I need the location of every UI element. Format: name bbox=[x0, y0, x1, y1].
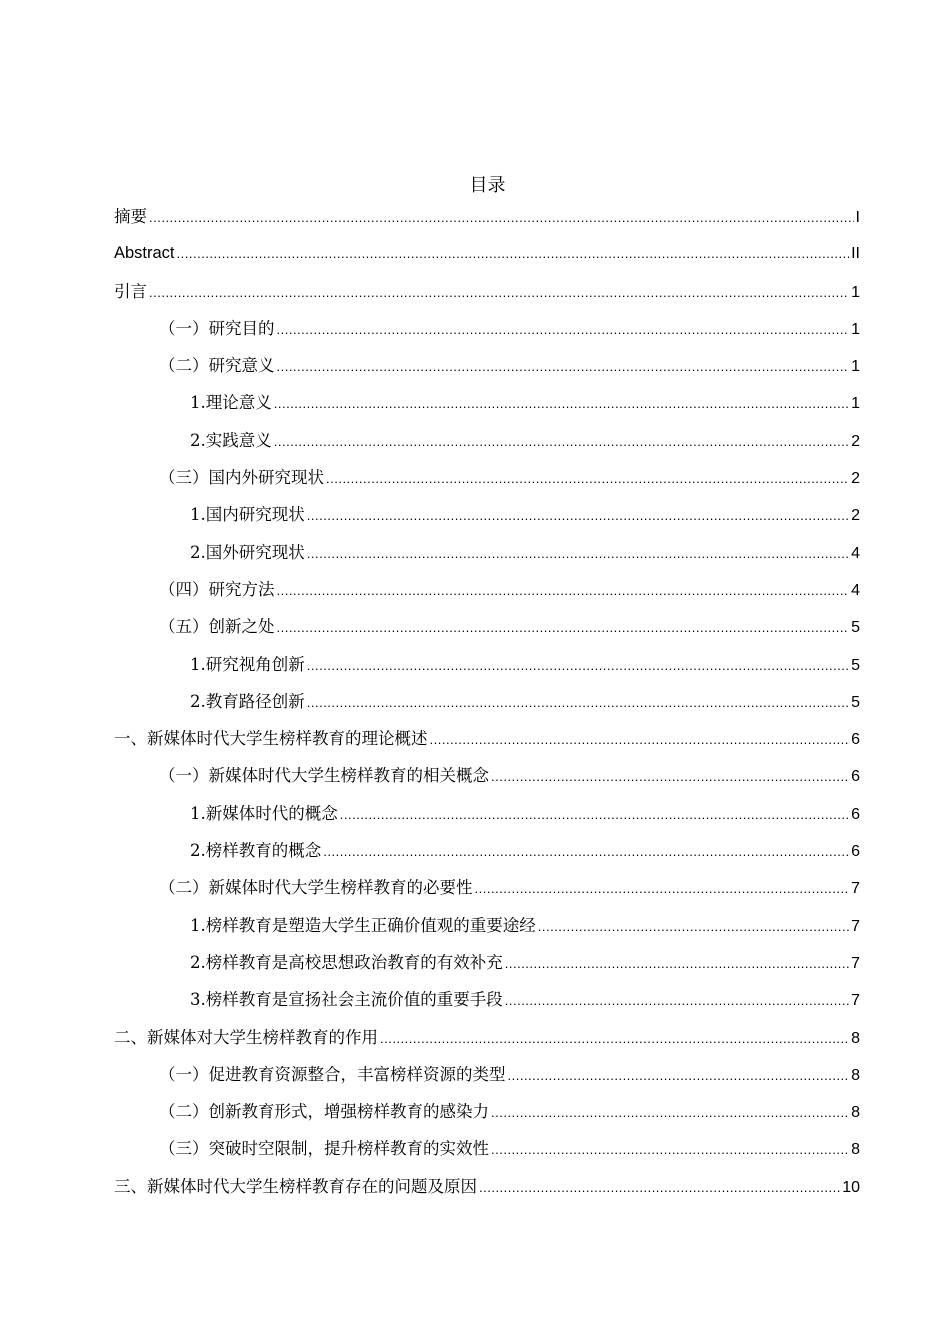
dot-leader bbox=[323, 833, 849, 870]
toc-entry[interactable] bbox=[114, 646, 860, 683]
dot-leader bbox=[277, 311, 850, 348]
dot-leader bbox=[274, 423, 849, 460]
toc-entry-page-number: 6 bbox=[851, 731, 860, 749]
toc-entry-page-number: 8 bbox=[851, 1104, 860, 1122]
toc-entry[interactable] bbox=[114, 720, 860, 757]
toc-entry[interactable] bbox=[114, 384, 860, 421]
toc-entry-text: 一、新媒体时代大学生榜样教育的理论概述 bbox=[114, 729, 428, 749]
toc-entry-page-number: 10 bbox=[842, 1178, 860, 1196]
toc-entry[interactable] bbox=[114, 757, 860, 794]
toc-entry-text: （二）创新教育形式，增强榜样教育的感染力 bbox=[159, 1102, 489, 1122]
toc-entry-page-number: 6 bbox=[851, 768, 860, 786]
dot-leader bbox=[491, 758, 849, 795]
toc-entry-text: 1.研究视角创新 bbox=[190, 654, 305, 674]
toc-entry[interactable] bbox=[114, 832, 860, 869]
dot-leader bbox=[277, 609, 850, 646]
toc-entry-text: （一）促进教育资源整合，丰富榜样资源的类型 bbox=[159, 1064, 506, 1084]
dot-leader bbox=[491, 1131, 849, 1168]
dot-leader bbox=[274, 385, 849, 422]
toc-entry[interactable] bbox=[114, 422, 860, 459]
toc-entry-page-number: 6 bbox=[851, 843, 860, 861]
dot-leader bbox=[505, 945, 849, 982]
toc-entry-page-number: 5 bbox=[851, 693, 860, 711]
toc-entry[interactable] bbox=[114, 869, 860, 906]
dot-leader bbox=[307, 535, 849, 572]
toc-entry[interactable] bbox=[114, 795, 860, 832]
toc-entry-page-number: 2 bbox=[851, 432, 860, 450]
toc-entry-page-number: 1 bbox=[851, 358, 860, 376]
dot-leader bbox=[430, 721, 850, 758]
toc-entry[interactable] bbox=[114, 944, 860, 981]
toc-entry[interactable] bbox=[114, 907, 860, 944]
dot-leader bbox=[307, 497, 849, 534]
toc-entry-text: 1.国内研究现状 bbox=[190, 505, 305, 525]
toc-entry-page-number: 7 bbox=[851, 992, 860, 1010]
toc-entry-text: （五）创新之处 bbox=[159, 617, 275, 637]
toc-entry[interactable] bbox=[114, 235, 860, 272]
dot-leader bbox=[307, 684, 849, 721]
toc-entry-page-number: 8 bbox=[851, 1029, 860, 1047]
toc-entry[interactable] bbox=[114, 571, 860, 608]
toc-entry-page-number: 5 bbox=[851, 619, 860, 637]
toc-entry-text: 三、新媒体时代大学生榜样教育存在的问题及原因 bbox=[114, 1176, 477, 1196]
toc-entry-page-number: 8 bbox=[851, 1141, 860, 1159]
toc-entry[interactable] bbox=[114, 1168, 860, 1205]
dot-leader bbox=[475, 870, 850, 907]
dot-leader bbox=[340, 796, 849, 833]
dot-leader bbox=[505, 982, 849, 1019]
toc-entry-text: （三）突破时空限制，提升榜样教育的实效性 bbox=[159, 1139, 489, 1159]
toc-entry-text: 引言 bbox=[114, 281, 147, 301]
dot-leader bbox=[177, 235, 850, 272]
toc-entry-text: 2.榜样教育是高校思想政治教育的有效补充 bbox=[190, 952, 503, 972]
toc-entry[interactable] bbox=[114, 683, 860, 720]
toc-entry-text: 2.榜样教育的概念 bbox=[190, 841, 322, 861]
toc-entry[interactable] bbox=[114, 1093, 860, 1130]
toc-entry-text: 1.新媒体时代的概念 bbox=[190, 803, 338, 823]
toc-entry[interactable] bbox=[114, 459, 860, 496]
toc-entry[interactable] bbox=[114, 273, 860, 310]
toc-entry-page-number: 1 bbox=[851, 283, 860, 301]
dot-leader bbox=[380, 1020, 849, 1057]
toc-entry-text: （二）新媒体时代大学生榜样教育的必要性 bbox=[159, 878, 473, 898]
toc-entry-text: （一）新媒体时代大学生榜样教育的相关概念 bbox=[159, 766, 489, 786]
dot-leader bbox=[149, 199, 854, 236]
toc-entry[interactable] bbox=[114, 608, 860, 645]
dot-leader bbox=[149, 274, 849, 311]
dot-leader bbox=[277, 572, 850, 609]
toc-entry-text: （二）研究意义 bbox=[159, 356, 275, 376]
toc-entry-text: 二、新媒体对大学生榜样教育的作用 bbox=[114, 1027, 378, 1047]
dot-leader bbox=[307, 647, 849, 684]
toc-entry-page-number: 2 bbox=[851, 507, 860, 525]
toc-entry-page-number: 8 bbox=[851, 1066, 860, 1084]
toc-entry[interactable] bbox=[114, 981, 860, 1018]
toc-entry-page-number: 4 bbox=[851, 581, 860, 599]
toc-entry[interactable] bbox=[114, 347, 860, 384]
dot-leader bbox=[479, 1169, 840, 1206]
toc-entry[interactable] bbox=[114, 1130, 860, 1167]
toc-entry-text: （四）研究方法 bbox=[159, 579, 275, 599]
toc-entry-page-number: 2 bbox=[851, 470, 860, 488]
toc-entry-text: Abstract bbox=[114, 244, 175, 263]
toc-entry-text: 2.教育路径创新 bbox=[190, 691, 305, 711]
toc-entry[interactable] bbox=[114, 310, 860, 347]
toc-entry[interactable] bbox=[114, 198, 860, 235]
toc-entry-page-number: 1 bbox=[851, 395, 860, 413]
toc-entry-text: （三）国内外研究现状 bbox=[159, 468, 324, 488]
dot-leader bbox=[326, 460, 849, 497]
toc-list bbox=[114, 198, 860, 1205]
toc-entry-page-number: 7 bbox=[851, 954, 860, 972]
toc-entry[interactable] bbox=[114, 1056, 860, 1093]
toc-entry-text: 1.理论意义 bbox=[190, 393, 272, 413]
toc-entry-text: 3.榜样教育是宣扬社会主流价值的重要手段 bbox=[190, 990, 503, 1010]
toc-entry-page-number: 6 bbox=[851, 805, 860, 823]
dot-leader bbox=[277, 348, 850, 385]
dot-leader bbox=[508, 1057, 850, 1094]
toc-entry[interactable] bbox=[114, 1019, 860, 1056]
toc-entry-text: 摘要 bbox=[114, 207, 147, 226]
toc-entry[interactable] bbox=[114, 496, 860, 533]
dot-leader bbox=[491, 1094, 849, 1131]
toc-entry-page-number: 4 bbox=[851, 544, 860, 562]
toc-entry-page-number: I bbox=[855, 209, 860, 226]
toc-entry-page-number: 1 bbox=[851, 320, 860, 338]
toc-entry-page-number: 7 bbox=[851, 917, 860, 935]
toc-entry-page-number: 5 bbox=[851, 656, 860, 674]
toc-entry-page-number: II bbox=[851, 245, 860, 263]
toc-entry-text: 2.国外研究现状 bbox=[190, 542, 305, 562]
toc-title: 目录 bbox=[469, 175, 506, 196]
toc-entry-text: 2.实践意义 bbox=[190, 430, 272, 450]
toc-entry-text: （一）研究目的 bbox=[159, 318, 275, 338]
toc-entry-text: 1.榜样教育是塑造大学生正确价值观的重要途经 bbox=[190, 915, 536, 935]
dot-leader bbox=[538, 908, 849, 945]
toc-entry[interactable] bbox=[114, 534, 860, 571]
toc-entry-page-number: 7 bbox=[851, 880, 860, 898]
